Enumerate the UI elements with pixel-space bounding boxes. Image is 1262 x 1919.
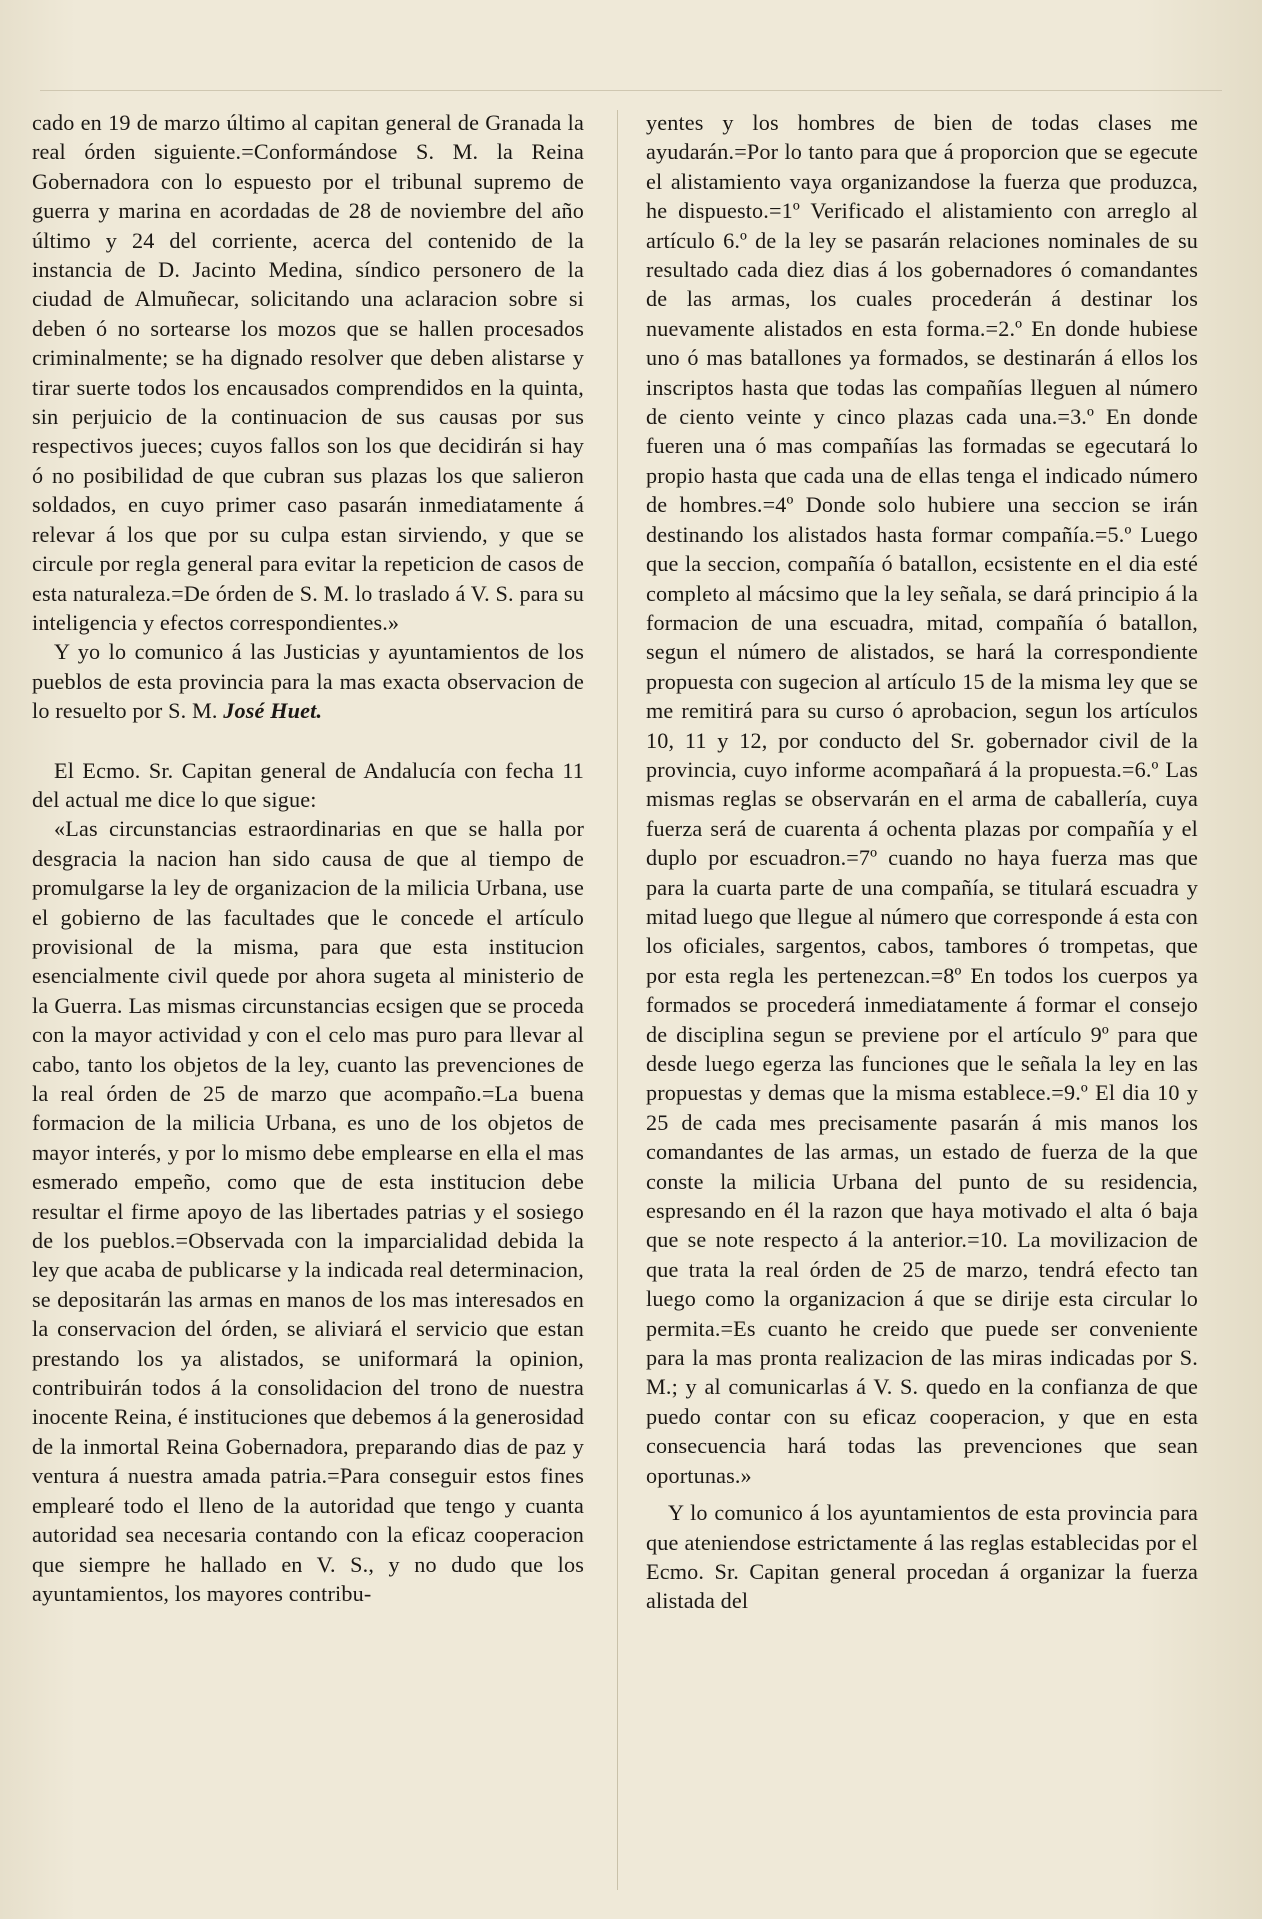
left-paragraph-2-text: Y yo lo comunico á las Justicias y ayuntamientos de los pueblos de esta provincia para la mas exacta observacion de lo resuelto por S. M. <box>32 639 584 724</box>
left-column <box>32 108 584 1608</box>
column-rule <box>617 110 618 1890</box>
section-gap <box>32 726 584 756</box>
right-paragraph-2: Y lo comunico á los ayuntamientos de esta provincia para que ateniendose estrictamente á las reglas establecidas por el Ecmo. Sr. Capitan general procedan á organizar la fuerza alistada del <box>646 1500 1198 1614</box>
top-rule <box>40 90 1222 91</box>
left-paragraph-4: «Las circunstancias estraordinarias en que se halla por desgracia la nacion han sido causa de que al tiempo de promulgarse la ley de organizacion de la milicia Urbana, use el gobierno de las facultades que le concede el artículo provisional de la misma, para que esta institucion esencialmente civil quede por ahora sugeta al ministerio de la Guerra. Las mismas circunstancias ecsigen que se proceda con la mayor actividad y con el celo mas puro para llevar al cabo, tanto los objetos de la ley, cuanto las prevenciones de la real órden de 25 de marzo que acompaño.=La buena formacion de la milicia Urbana, es uno de los objetos de mayor interés, y por lo mismo debe emplearse en ella el mas esmerado empeño, como que de esta institucion debe resultar el firme apoyo de las libertades patrias y el sosiego de los pueblos.=Observada con la imparcialidad debida la ley que acaba de publicarse y la indicada real determinacion, se depositarán las armas en manos de los mas interesados en la conservacion del órden, se aliviará el servicio que estan prestando los ya alistados, se uniformará la opinion, contribuirán todos á la consolidacion del trono de nuestra inocente Reina, é instituciones que debemos á la generosidad de la inmortal Reina Gobernadora, preparando dias de paz y ventura á nuestra amada patria.=Para conseguir estos fines emplearé todo el lleno de la autoridad que tengo y cuanta autoridad sea necesaria contando con la eficaz cooperacion que siempre he hallado en V. S., y no dudo que los ayuntamientos, los mayores contribu- <box>32 816 584 1606</box>
paragraph-gap <box>646 1490 1198 1498</box>
right-paragraph-1: yentes y los hombres de bien de todas clases me ayudarán.=Por lo tanto para que á proporcion que se egecute el alistamiento vaya organizandose la fuerza que produzca, he dispuesto.=1º Verificado el alistamiento con arreglo al artículo 6.º de la ley se pasarán relaciones nominales de su resultado cada diez dias á los gobernadores ó comandantes de las armas, los cuales procederán á destinar los nuevamente alistados en esta forma.=2.º En donde hubiese uno ó mas batallones ya formados, se destinarán á ellos los inscriptos hasta que todas las compañías lleguen al número de ciento veinte y cinco plazas cada una.=3.º En donde fueren una ó mas compañías las formadas se egecutará lo propio hasta que cada una de ellas tenga el indicado número de hombres.=4º Donde solo hubiere una seccion se irán destinando los alistados hasta formar compañía.=5.º Luego que la seccion, compañía ó batallon, ecsistente en el dia esté completo al mácsimo que la ley señala, se dará principio á la formacion de una escuadra, mitad, compañía ó batallon, segun el número de alistados, se hará la correspondiente propuesta con sugecion al artículo 15 de la misma ley que se me remitirá para su curso ó aprobacion, segun los artículos 10, 11 y 12, por conducto del Sr. gobernador civil de la provincia, cuyo informe acompañará á la propuesta.=6.º Las mismas reglas se observarán en el arma de caballería, cuya fuerza será de cuarenta á ochenta plazas por compañía y el duplo por escuadron.=7º cuando no haya fuerza mas que para la cuarta parte de una compañía, se titulará escuadra y mitad luego que llegue al número que corresponde á esta con los oficiales, sargentos, cabos, tambores ó trompetas, que por esta regla les pertenezcan.=8º En todos los cuerpos ya formados se procederá inmediatamente á formar el consejo de disciplina segun se previene por el artículo 9º para que desde luego egerza las funciones que le señala la ley en las propuestas y demas que la misma establece.=9.º El dia 10 y 25 de cada mes precisamente pasarán á mis manos los comandantes de las armas, un estado de fuerza de la que conste la milicia Urbana del punto de su residencia, espresando en él la razon que haya motivado el alta ó baja que se note respecto á la anterior.=10. La movilizacion de que trata la real órden de 25 de marzo, tendrá efecto tan luego como la organizacion á que se dirije esta circular lo permita.=Es cuanto he creido que puede ser conveniente para la mas pronta realizacion de las miras indicadas por S. M.; y al comunicarlas á V. S. quedo en la confianza de que puedo contar con su eficaz cooperacion, y que en esta consecuencia hará todas las prevenciones que sean oportunas.» <box>646 110 1198 1488</box>
right-column <box>646 108 1198 1616</box>
left-paragraph-2 <box>32 637 584 725</box>
signature: José Huet. <box>223 698 323 724</box>
left-paragraph-1: cado en 19 de marzo último al capitan general de Granada la real órden siguiente.=Conformándose S. M. la Reina Gobernadora con lo espuesto por el tribunal supremo de guerra y marina en acordadas de 28 de noviembre del año último y 24 del corriente, acerca del contenido de la instancia de D. Jacinto Medina, síndico personero de la ciudad de Almuñecar, solicitando una aclaracion sobre si deben ó no sortearse los mozos que se hallen procesados criminalmente; se ha dignado resolver que deben alistarse y tirar suerte todos los encausados comprendidos en la quinta, sin perjuicio de la continuacion de sus causas por sus respectivos jueces; cuyos fallos son los que decidirán si hay ó no posibilidad de que cubran sus plazas los que salieron soldados, en cuyo primer caso pasarán inmediatamente á relevar á los que por su culpa estan sirviendo, y que se circule por regla general para evitar la repeticion de casos de esta naturaleza.=De órden de S. M. lo traslado á V. S. para su inteligencia y efectos correspondientes.» <box>32 110 584 635</box>
left-paragraph-3: El Ecmo. Sr. Capitan general de Andalucía con fecha 11 del actual me dice lo que sigue: <box>32 757 584 812</box>
